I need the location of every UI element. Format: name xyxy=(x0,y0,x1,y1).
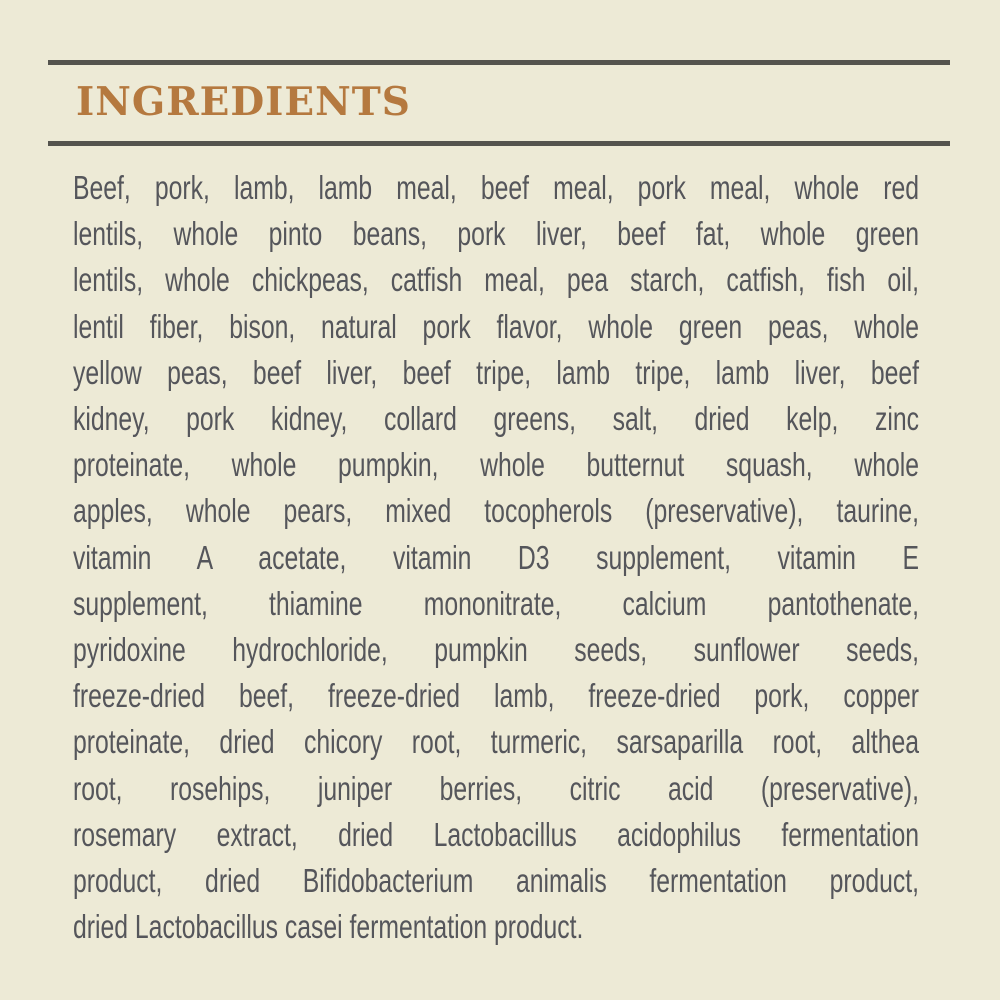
section-title: INGREDIENTS xyxy=(76,79,411,125)
ingredient-line: Beef, pork, lamb, lamb meal, beef meal, pork meal, whole red xyxy=(73,169,919,206)
ingredient-line: dried Lactobacillus casei fermentation product. xyxy=(73,908,584,946)
ingredient-line: pyridoxine hydrochloride, pumpkin seeds, sunflower seeds, xyxy=(73,631,919,669)
ingredient-line: lentil fiber, bison, natural pork flavor, whole green peas, whole xyxy=(73,307,919,345)
ingredient-line: proteinate, whole pumpkin, whole butternut squash, whole xyxy=(73,446,919,484)
ingredient-line: vitamin A acetate, vitamin D3 supplement, vitamin E xyxy=(73,538,919,576)
ingredient-line: apples, whole pears, mixed tocopherols (preservative), taurine, xyxy=(73,492,919,530)
ingredient-line: lentils, whole chickpeas, catfish meal, pea starch, catfish, fish oil, xyxy=(73,261,919,299)
ingredient-line: freeze-dried beef, freeze-dried lamb, freeze-dried pork, copper xyxy=(73,677,919,715)
ingredient-line: root, rosehips, juniper berries, citric acid (preservative), xyxy=(73,769,919,807)
ingredient-line: rosemary extract, dried Lactobacillus acidophilus fermentation xyxy=(73,815,919,853)
ingredient-line: product, dried Bifidobacterium animalis fermentation product, xyxy=(73,862,919,900)
ingredient-line: kidney, pork kidney, collard greens, salt, dried kelp, zinc xyxy=(73,400,919,438)
ingredients-text xyxy=(73,165,919,950)
ingredient-line: lentils, whole pinto beans, pork liver, beef fat, whole green xyxy=(73,215,919,253)
ingredient-line: supplement, thiamine mononitrate, calcium pantothenate, xyxy=(73,584,919,622)
ingredient-line: yellow peas, beef liver, beef tripe, lamb tripe, lamb liver, beef xyxy=(73,353,919,391)
ingredient-line: proteinate, dried chicory root, turmeric, sarsaparilla root, althea xyxy=(73,723,919,761)
top-rule xyxy=(48,60,950,65)
divider-rule xyxy=(48,141,950,146)
